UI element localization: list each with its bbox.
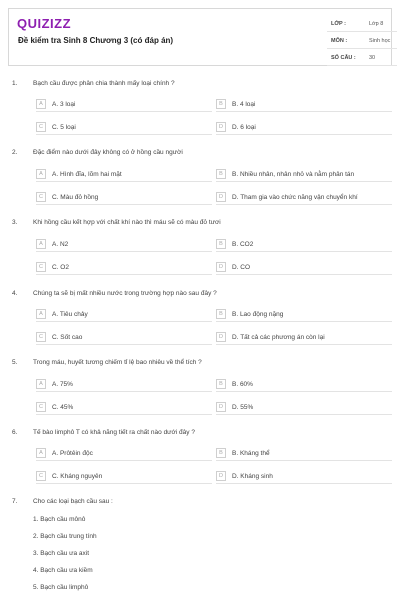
option-text: D. Kháng sinh [232, 472, 273, 480]
option-letter: B [216, 379, 226, 389]
option-letter: A [36, 99, 46, 109]
option-text: C. 45% [52, 403, 74, 411]
option-b[interactable] [216, 99, 392, 112]
question-text: Trong máu, huyết tương chiếm tỉ lệ bao nhiêu về thể tích ? [33, 359, 202, 366]
option-text: B. Kháng thể [232, 449, 270, 457]
question-number: 7. [12, 498, 18, 505]
list-item: 3. Bạch cầu ưa axit [33, 550, 90, 557]
meta-value: Sinh học [369, 38, 391, 44]
option-letter: C [36, 192, 46, 202]
option-c[interactable] [36, 262, 212, 275]
option-letter: C [36, 471, 46, 481]
option-letter: B [216, 309, 226, 319]
option-letter: D [216, 402, 226, 412]
option-text: C. 5 loại [52, 123, 76, 131]
option-d[interactable] [216, 262, 392, 275]
quiz-header [8, 8, 392, 66]
meta-row-count [327, 49, 397, 66]
meta-info [327, 15, 397, 66]
option-b[interactable] [216, 239, 392, 252]
question-text: Tế bào limphô T có khả năng tiết ra chất nào dưới đây ? [33, 429, 195, 436]
option-text: D. Tất cả các phương án còn lại [232, 333, 325, 341]
option-letter: C [36, 402, 46, 412]
option-text: B. 4 loại [232, 100, 256, 108]
option-text: A. Tiêu chảy [52, 310, 88, 318]
option-b[interactable] [216, 448, 392, 461]
meta-key: SỐ CÂU : [331, 55, 356, 61]
option-letter: D [216, 262, 226, 272]
option-b[interactable] [216, 169, 392, 182]
option-text: D. 55% [232, 403, 254, 411]
option-c[interactable] [36, 122, 212, 135]
option-text: A. 75% [52, 380, 73, 388]
option-c[interactable] [36, 192, 212, 205]
option-letter: A [36, 169, 46, 179]
option-a[interactable] [36, 239, 212, 252]
option-a[interactable] [36, 379, 212, 392]
option-text: B. Nhiều nhân, nhân nhỏ và nằm phân tán [232, 170, 355, 178]
list-item: 2. Bạch cầu trung tính [33, 533, 97, 540]
option-text: B. Lao động nặng [232, 310, 284, 318]
question-text: Đặc điểm nào dưới đây không có ở hồng cầu người [33, 149, 183, 156]
option-letter: B [216, 169, 226, 179]
option-letter: A [36, 379, 46, 389]
meta-key: MÔN : [331, 38, 348, 44]
option-letter: C [36, 262, 46, 272]
document-title: Đề kiểm tra Sinh 8 Chương 3 (có đáp án) [18, 36, 174, 45]
option-letter: A [36, 239, 46, 249]
option-d[interactable] [216, 471, 392, 484]
question-number: 4. [12, 290, 18, 297]
option-letter: A [36, 448, 46, 458]
option-d[interactable] [216, 192, 392, 205]
option-a[interactable] [36, 169, 212, 182]
option-c[interactable] [36, 332, 212, 345]
quizizz-logo: QUIZIZZ [17, 16, 72, 31]
meta-row-subject [327, 32, 397, 49]
option-c[interactable] [36, 471, 212, 484]
question-number: 3. [12, 219, 18, 226]
option-b[interactable] [216, 309, 392, 322]
option-letter: B [216, 99, 226, 109]
option-letter: C [36, 122, 46, 132]
option-letter: A [36, 309, 46, 319]
meta-value: 30 [369, 55, 376, 61]
option-a[interactable] [36, 309, 212, 322]
option-text: C. Kháng nguyên [52, 472, 103, 480]
option-d[interactable] [216, 402, 392, 415]
question-text: Chúng ta sẽ bị mất nhiều nước trong trường hợp nào sau đây ? [33, 290, 217, 297]
option-text: C. O2 [52, 263, 69, 271]
option-c[interactable] [36, 402, 212, 415]
question-number: 5. [12, 359, 18, 366]
option-letter: D [216, 332, 226, 342]
option-text: C. Màu đỏ hồng [52, 193, 99, 201]
list-item: 4. Bạch cầu ưa kiềm [33, 567, 93, 574]
option-text: A. 3 loại [52, 100, 76, 108]
question-number: 2. [12, 149, 18, 156]
list-item: 1. Bạch cầu mônô [33, 516, 86, 523]
option-text: A. Prôtêin độc [52, 449, 93, 457]
question-number: 6. [12, 429, 18, 436]
question-text: Bạch cầu được phân chia thành mấy loại chính ? [33, 80, 175, 87]
option-text: D. CO [232, 263, 251, 271]
option-letter: D [216, 471, 226, 481]
meta-key: LỚP : [331, 21, 346, 27]
question-number: 1. [12, 80, 18, 87]
option-text: C. Sốt cao [52, 333, 83, 341]
option-letter: D [216, 192, 226, 202]
option-text: B. CO2 [232, 240, 254, 248]
option-letter: B [216, 448, 226, 458]
option-text: B. 60% [232, 380, 253, 388]
meta-value: Lớp 8 [369, 21, 384, 27]
option-text: D. 6 loại [232, 123, 256, 131]
option-letter: D [216, 122, 226, 132]
option-a[interactable] [36, 448, 212, 461]
option-b[interactable] [216, 379, 392, 392]
list-item: 5. Bạch cầu limphô [33, 584, 89, 591]
option-a[interactable] [36, 99, 212, 112]
option-text: A. Hình đĩa, lõm hai mặt [52, 170, 122, 178]
option-letter: C [36, 332, 46, 342]
meta-row-class [327, 15, 397, 32]
option-d[interactable] [216, 122, 392, 135]
question-text: Khi hồng cầu kết hợp với chất khí nào thì máu sẽ có màu đỏ tươi [33, 219, 221, 226]
option-text: A. N2 [52, 240, 69, 248]
option-d[interactable] [216, 332, 392, 345]
option-text: D. Tham gia vào chức năng vận chuyển khí [232, 193, 358, 201]
question-text: Cho các loại bạch cầu sau : [33, 498, 113, 505]
option-letter: B [216, 239, 226, 249]
